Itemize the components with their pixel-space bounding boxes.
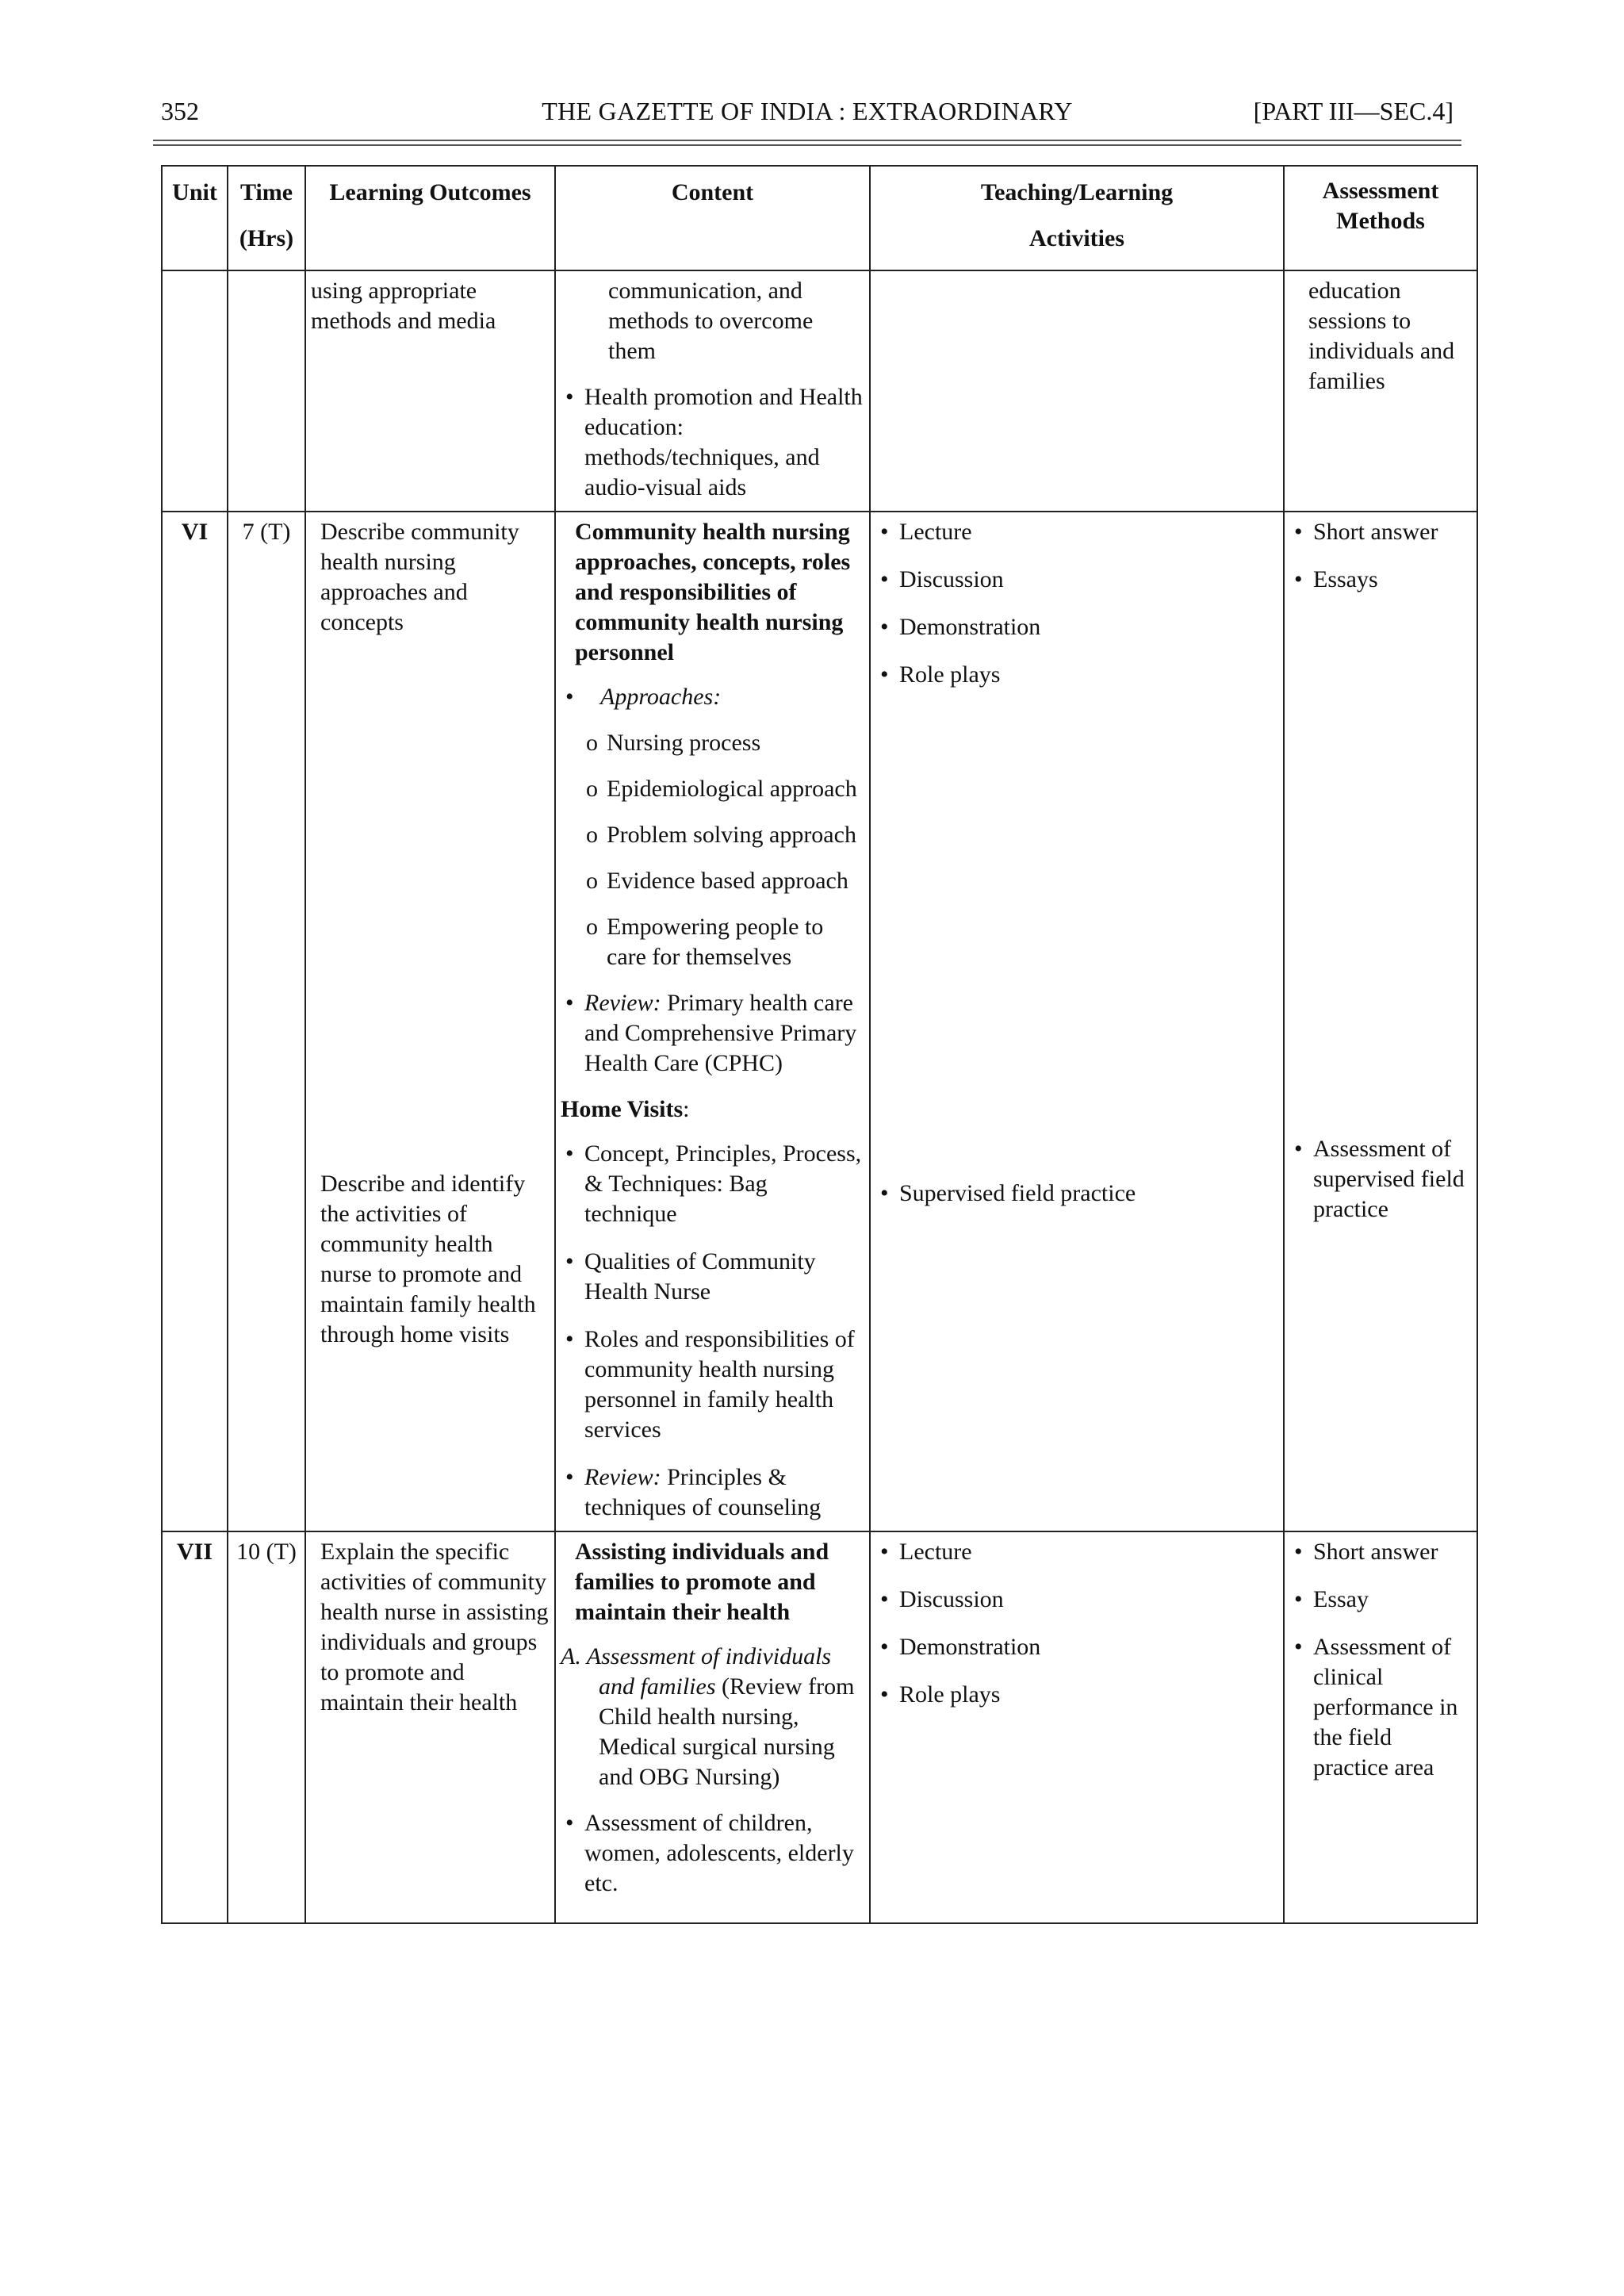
list-item: • Assessment of children, women, adolescents, elderly etc. bbox=[561, 1808, 864, 1899]
assessment-list bbox=[1289, 1537, 1472, 1783]
activities-list bbox=[875, 1179, 1278, 1209]
content-cell bbox=[555, 512, 870, 1531]
list-item: • Discussion bbox=[875, 565, 1278, 595]
content-cell bbox=[555, 270, 870, 512]
outcomes-cell bbox=[305, 1531, 555, 1923]
table-row-continuation bbox=[162, 270, 1477, 512]
list-item: o Nursing process bbox=[561, 728, 864, 758]
activities-list bbox=[875, 517, 1278, 690]
col-header-assessment: Assessment Methods bbox=[1284, 166, 1477, 270]
list-item: • Roles and responsibilities of community health nursing personnel in family health services bbox=[561, 1324, 864, 1445]
assessment-cell bbox=[1284, 1531, 1477, 1923]
list-item: • Health promotion and Health education: methods/techniques, and audio-visual aids bbox=[561, 382, 864, 503]
col-header-activities: Teaching/Learning Activities bbox=[870, 166, 1284, 270]
home-visit-list bbox=[561, 1139, 864, 1523]
assessment-cell bbox=[1284, 512, 1477, 1531]
content-list bbox=[561, 682, 864, 712]
activities-cell bbox=[870, 1531, 1284, 1923]
learning-outcome: Describe and identify the activities of community health nurse to promote and maintain family health through home visits bbox=[320, 1171, 536, 1347]
learning-outcome: Describe community health nursing approaches and concepts bbox=[320, 519, 519, 635]
unit-cell bbox=[162, 270, 228, 512]
list-item: • Review: Primary health care and Comprehensive Primary Health Care (CPHC) bbox=[561, 988, 864, 1079]
home-visits-heading: Home Visits: bbox=[561, 1096, 690, 1122]
content-heading: Assisting individuals and families to promote and maintain their health bbox=[575, 1539, 829, 1625]
col-header-outcomes: Learning Outcomes bbox=[305, 166, 555, 270]
list-item: • Demonstration bbox=[875, 1632, 1278, 1662]
list-item: • Qualities of Community Health Nurse bbox=[561, 1247, 864, 1307]
content-heading: Community health nursing approaches, concepts, roles and responsibilities of community health nursing personnel bbox=[575, 519, 851, 665]
time-cell: 10 (T) bbox=[228, 1531, 305, 1923]
outcomes-cell bbox=[305, 512, 555, 1531]
outcomes-cell: using appropriate methods and media bbox=[305, 270, 555, 512]
gazette-title: THE GAZETTE OF INDIA : EXTRAORDINARY bbox=[542, 97, 1073, 125]
content-continued-text: communication, and methods to overcome them bbox=[608, 278, 814, 364]
col-header-unit: Unit bbox=[162, 166, 228, 270]
time-cell: 7 (T) bbox=[228, 512, 305, 1531]
list-item: • Essay bbox=[1289, 1585, 1472, 1615]
list-item: o Empowering people to care for themselves bbox=[561, 912, 864, 972]
list-item: • Role plays bbox=[875, 1680, 1278, 1710]
header-rule-bottom bbox=[153, 144, 1461, 146]
header-rule-top bbox=[153, 140, 1461, 141]
list-item: • Concept, Principles, Process, & Techniques: Bag technique bbox=[561, 1139, 864, 1229]
table-header-row bbox=[162, 166, 1477, 270]
col-header-content: Content bbox=[555, 166, 870, 270]
activities-list bbox=[875, 1537, 1278, 1710]
list-item: • Demonstration bbox=[875, 612, 1278, 642]
approaches-list bbox=[561, 728, 864, 972]
assessment-list bbox=[1289, 1134, 1472, 1225]
list-item: • Assessment of clinical performance in the field practice area bbox=[1289, 1632, 1472, 1783]
list-item: • Role plays bbox=[875, 660, 1278, 690]
list-item: • Short answer bbox=[1289, 1537, 1472, 1567]
list-item: • Essays bbox=[1289, 565, 1472, 595]
page-number: 352 bbox=[161, 97, 199, 125]
list-item: • Lecture bbox=[875, 1537, 1278, 1567]
assessment-cell: education sessions to individuals and families bbox=[1284, 270, 1477, 512]
syllabus-table bbox=[161, 165, 1478, 1924]
col-header-time: Time (Hrs) bbox=[228, 166, 305, 270]
activities-cell bbox=[870, 270, 1284, 512]
part-section-label: [PART III—SEC.4] bbox=[1253, 97, 1454, 125]
page-header bbox=[161, 97, 1454, 138]
content-list bbox=[561, 382, 864, 503]
list-item: • Short answer bbox=[1289, 517, 1472, 547]
list-item: • Approaches: bbox=[561, 682, 864, 712]
assessment-list bbox=[1289, 517, 1472, 595]
time-cell bbox=[228, 270, 305, 512]
activities-cell bbox=[870, 512, 1284, 1531]
section-a: A. Assessment of individuals and families (Review from Child health nursing, Medical surgical nursing and OBG Nursing) bbox=[561, 1643, 855, 1790]
content-list bbox=[561, 1808, 864, 1899]
list-item: • Assessment of supervised field practice bbox=[1289, 1134, 1472, 1225]
unit-cell: VI bbox=[162, 512, 228, 1531]
content-cell bbox=[555, 1531, 870, 1923]
table-row-unit-vi bbox=[162, 512, 1477, 1531]
list-item: o Evidence based approach bbox=[561, 866, 864, 896]
list-item: o Epidemiological approach bbox=[561, 774, 864, 804]
list-item: • Supervised field practice bbox=[875, 1179, 1278, 1209]
unit-cell: VII bbox=[162, 1531, 228, 1923]
learning-outcome: Explain the specific activities of community health nurse in assisting individuals and groups to promote and maintain their health bbox=[320, 1539, 549, 1715]
table-row-unit-vii bbox=[162, 1531, 1477, 1923]
list-item: • Lecture bbox=[875, 517, 1278, 547]
list-item: o Problem solving approach bbox=[561, 820, 864, 850]
list-item: • Discussion bbox=[875, 1585, 1278, 1615]
content-list bbox=[561, 988, 864, 1079]
list-item: • Review: Principles & techniques of counseling bbox=[561, 1462, 864, 1523]
